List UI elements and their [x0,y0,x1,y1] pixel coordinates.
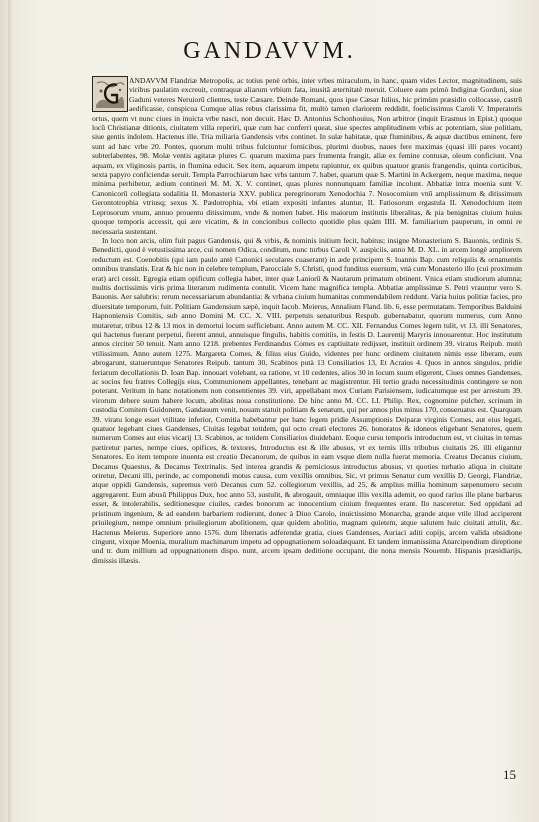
paragraph-2: In loco non arcis, olim fuit pagus Gandensis, qui & vrbis, & nominis initium fecit, habitus; insigne Monasterium S. Bauonis, ordinis S. Benedicti, quod è vetustissima arce, cui nomen Odica, conditum, nunc turbus Caroli V. auspiciis, anno M. D. XL. in arcem longè ampliorem reductum est. Coenobitis (qui iam paulo antè Canonici seculares cuaserant) in æde principem S. Ioannis Bap. cum reliquiis & ornamentis omnibus translatis. Erat & hic non in celebre templum, Parocciale S. Christi, quod funditus euersum, vnà cum Monasterio illo (cui proximum erat) arci cessit. Egregia etiam opificum collegia habet, inter quæ Laniorū & Nautarum primatum obtinent. Vnica etiam studiorum alumna; multis doctissimis viris prima literarum rudimenta contulit. Vicem hanc magnifica templa. Abbatiæ amplissimæ S. Petri vrauntur vero S. Bauonis. Aer salubris: rerum necessariarum abundantia: & vrbana ciuium humanitas commendabilem reddunt. Varia huius politiæ facies, pro diuersitate temporum, fuit. Politiam Gandensium sæpè, inquit Iacob. Meierus, Annalium Fland. lib. 6, esse permutatam. Temporibus Balduini Hapnoniensis Comitis, sub anno Domini M. CC. X. VIII. perpetuis senatoribus Respub. gubernabatur, quorum numerus, cum Anno mutaretur, tribus 12 & 13 mox in demortui locum sufficiebant. Anno autem M. CC. XII. Fernandus Comes legem tulit, vt 13. illi Senatores, qui hactenus fuerant perpetui, fierent annui, annuisque fingulis, habitis comitiis, in festis D. Laurentij Maryris innouarentur. Hoc institutum annos circiter 50 tenuit. Nam anno 1218. prebentes Ferdinandus Comes ex captiuitate redijsset, instituit ordinem 39. viratus Reipub. mutò vtilissimum. Anno autem 1275. Margareta Comes, & filius eius Guido, videntes per hunc ordinem ciuitatem nimis esse liberam, eum abrogarunt, statueruntque Senatores Reipub. tantum 30, Scabinos putà 13 Consiliarios 13, Et Acraios 4. Quos in annos singulos, pridie feriarum decollationis D. Ioan Bap. innouari volebant, ea ratione, vt 10 cedentes, alios 30 in locum suum eligerent, Ciues omnes Gandenses, ac socios feu fratres Collegijs eius, Communionem appellantes, tenebant ac magistrentur. Hi tertio gradu necessitudinis contingere se non poterant. Veritum in hanc notationem non consentientes 39. viri, appellabant mox Curiam Parisiensem, iudicatumque est per arrestum 39. virorum debere suum habere locum, abolitas noua constitutione. De hinc anno M. CC. LI. Philip. Rex, cognomine pulcher, scrinum in custodia Comitem Guidonem, Gandauum venit, nouam statuit politiam & senatum, qui per annos plus minus 170, conseruatus est. Quarquam 39. viratu longe esset vtilitate inferior, Comitia habebantur per hanc legem pridie Assumptionis Deiparæ virginis Comes, aut eius legati, quatuor legebant ciues Gandenses, Ciuitas legebat totidem, qui octo creati electores 26. honoratos & idoneos eligebant Senatores, quem numerum Comes aut eius vicarij 13. Scabinos, ac totidem Consiliarios diuidebant. Eoque cursu temporis introductum est, vt ciuitas in ternas partiretur partes, nempe ciues, opifices, & textores, Introductus est & ille abusus, vt ex ternis illis tribubus ciuitatis 26. illi eligantur Senatores. Eo item tempore inuenta est creatio Decanorum, de quibus in eam vsque diem nulla fuerat memoria. Creatus Decanus ciuium, Decanus Quaestus, & Decanus Textrinalis. Sed interea grandis & perniciosus introductus abusus, vt quoties turbatio aliqua in ciuitate oriretur, Decani illi, perinde, ac componendi motus causa, cum vexillis omnibus, Sic, vt primus Senatur cum vexillis D. Georgi, Flandriæ, atque oppidi Gandensis, supremus verò Decanus cum 52. collegiorum vexillis, ad 25, & amplius millia hominum sæpenumero secum aggregarent. Eum abusû Philippus Dux, hoc anno 53, sustulit, & abrogauit, omniaque illis vexilla ademit, eo quod rarius ille plane barbarus esset, & intolerabilis, seditionesque ciuiles, cædes bonorum ac innocentium ciuium frequentes erant. Ilo nasceretur. Sed oppidani ad pristinum ingenium, & ad eandem barbariem rodierunt, donec à Diuo Carolo, inuictissimo Monarcha, grande atque vtile illud acciperent priuilegium, nempe omnium priuilegiorum abolitionem, quæ quidem abolitio, magnam quietem, atque salutem huic ciuitati attulit, &c. Hactenus Meierus. Superiore anno 1576. dum libertatis adferendæ gratia, ciues Gandenses, Auriaci aditi copijs, arcem valida obsidione cingunt, vixque Moenia, muralium machinarum impetu ad oppugnationem soloadæquant. Et tandem inmanissima Anarcipendium direptione und tr. dum millium ad oppugnationem dispo. nunt, arcem ipsam deditione occupant, die nona mensis Nouemb. Hispanis præsidiarijs, dimissis illæsis. [92,235,522,565]
page-title: GANDAVVM. [183,38,356,64]
page-fold-shadow [8,0,12,822]
signature-mark: 15 [503,767,516,782]
paragraph-1: ANDAVVM Flandriæ Metropolis, ac totius penè orbis, inter vrbes miraculum, in hanc, quam vides Lector, magnitudinem, suis viribus paulatim excreuit, contraquæ aliarum vrbium fata, inusitâ æternitatè meruit. Coluere eam primò Indiginæ Gorduni, siue Gaduni veteres Neruiorū clientes, teste Cæsare. Deinde Romani, quos ipse Cæsar Iulius, hic primùm præsidio collocasse, castrū aedificasse, conspicua Cumque alias rebus clarissima fit, multò tamen clariorem reddidit, foelicissimus Caroli V. Imperatoris ortus, quem vt nunc ciues in inuicta vrbe nasci, non decuit. Hæc D. Antonius Schonhouius, Non arbitror (inquit Erasmus in Epist.) quoque locū Christianæ ditionis, ciuitatem villa reperiri, quæ cum hac conferri queat, siue spectes amplitudinem vrbis ac potentiam, siue politiam, siue gentis indolem. Hactenus ille. Tria miliaria Gandensis vrbs continet. In sulæ habitatæ, quæ fluminibus, & aquæ ductibus eminent, fere sunt ad hæc vrbe 20. Pontes, quorum multi tribus fulciuntur fornicibus, plurimi duobus, naues fere maximas (quasi illi pares vocant) subterlabentes, 98. Molæ ventis agitatæ plures C. quarum maxima pars frumenta frangit, aliæ ex femine contusæ, oleum conficiunt. Vna aquam, ex vliginosis partis, in flumina educit. Sex item, aquarum impetu rapiuntur, ex quibus quatuor granis frangendis, quinta corticibus, sexta papyro conficiendæ seruit. Templa Parrochiarum hæc vrbs tantum 7. habet, quarum quæ S. Martini in Ackergem, neque maxima, neque minima perhibetur, ædium contineri M. M. X. V. continet, quas plures nonnunquam familiæ incolunt. Abbatiæ intra moenia sunt V. Canonicorū collegiata sodalitia II. Monasteria XXV. publica peregrinorum Xenodochia 7. Nosocomium vnū amplissimum & ditissimum Gerontotrophia vtriusq; sexus X. Pædotrophia, vbi etiam expositi infantes aluntur, II. Fatiosorum ergastula II. Xenodochium item Leprosorum vnum, annuo prouentu ditissimum, vnde & nomen habet. His maiorum institutis liberalitas, & pia benignitas ciuium huius quoque temporis accessit, qui ære vicatim, & in concionibus collecto quotidie plus quàm IIII. M. familiarium pauperum, in omni re necessaria sustentant. [92,76,522,236]
body-text [92,76,522,565]
